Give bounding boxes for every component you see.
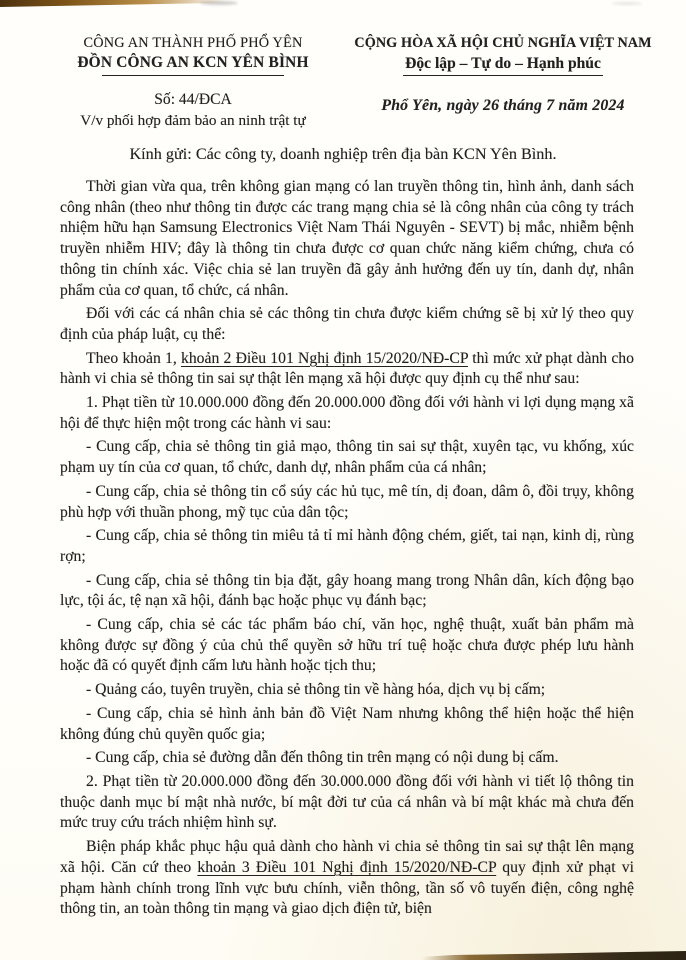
fine-item-1: 1. Phạt tiền từ 10.000.000 đồng đến 20.000.000 đồng đối với hành vi lợi dụng mạng xã hội để thực hiện một trong các hành vi sau:	[60, 394, 634, 432]
bullet-item: - Cung cấp, chia sẻ thông tin miêu tả tỉ mỉ hành động chém, giết, tai nạn, kinh dị, rùng rợn;	[60, 527, 634, 565]
national-header-block	[352, 35, 654, 130]
text-segment: quy định xử phạt vi phạm hành chính trong lĩnh vực bưu chính, viễn thông, tần số vô tuyến điện, công nghệ thông tin, an toàn thông tin mạng và giao dịch điện tử, biện	[60, 858, 634, 918]
salutation-line: Kính gửi: Các công ty, doanh nghiệp trên địa bàn KCN Yên Bình.	[129, 145, 557, 163]
document-body	[60, 177, 634, 920]
bullet-item: - Cung cấp, chia sẻ thông tin giả mạo, thông tin sai sự thật, xuyên tạc, vu khống, xúc phạm uy tín của cơ quan, tổ chức, danh dự, nhân phẩm của cá nhân;	[60, 438, 634, 477]
issuer-block	[34, 35, 352, 130]
document-header	[0, 0, 686, 130]
issuer-underline-rule	[102, 75, 284, 76]
paragraph-warning: Đối với các cá nhân chia sẻ các thông tin chưa được kiểm chứng sẽ bị xử lý theo quy định của pháp luật, cụ thể:	[60, 305, 634, 343]
bullet-item: - Quảng cáo, tuyên truyền, chia sẻ thông tin về hàng hóa, dịch vụ bị cấm;	[86, 681, 546, 699]
paragraph-remedy	[60, 837, 634, 920]
issuer-unit-name: ĐỒN CÔNG AN KCN YÊN BÌNH	[77, 54, 309, 71]
document-subject: V/v phối hợp đảm bảo an ninh trật tự	[80, 112, 306, 129]
document-number: Số: 44/ĐCA	[154, 91, 232, 108]
national-motto-underlined: Độc lập – Tự do – Hạnh phúc	[403, 55, 603, 76]
paragraph-intro: Thời gian vừa qua, trên không gian mạng có lan truyền thông tin, hình ảnh, danh sách công nhân (theo như thông tin được các trang mạng chia sẻ là công nhân của công ty trách nhiệm hữu hạn Samsung Electronics Việt Nam Thái Nguyên - SEVT) bị mắc, nhiễm bệnh truyền nhiễm HIV; đây là thông tin chưa được cơ quan chức năng kiểm chứng, chưa có thông tin chính xác. Việc chia sẻ lan truyền đã gây ảnh hưởng đến uy tín, danh dự, nhân phẩm của cơ quan, tổ chức, cá nhân.	[60, 178, 634, 299]
scan-smudge	[200, 1, 238, 5]
scan-artifact-bottom-edge	[422, 949, 686, 960]
national-title: CỘNG HÒA XÃ HỘI CHỦ NGHĨA VIỆT NAM	[354, 35, 652, 51]
paragraph-legal-basis	[60, 349, 634, 390]
legal-reference-clause3: khoản 3 Điều 101 Nghị định 15/2020/NĐ-CP	[197, 858, 497, 876]
text-segment: Biện pháp khắc phục hậu quả dành cho hành vi chia sẻ thông tin sai sự thật lên mạng xã hội. Căn cứ theo	[60, 838, 634, 876]
text-segment: thì mức xử phạt dành cho hành vi chia sẻ thông tin sai sự thật lên mạng xã hội được quy định cụ thể như sau:	[60, 349, 634, 388]
national-motto	[352, 55, 654, 76]
text-segment: Theo khoản 1,	[86, 349, 181, 367]
fine-item-2: 2. Phạt tiền từ 20.000.000 đồng đến 30.000.000 đồng đối với hành vi tiết lộ thông tin thuộc danh mục bí mật nhà nước, bí mật đời tư của cá nhân và bí mật khác mà chưa đến mức truy cứu trách nhiệm hình sự.	[60, 772, 634, 832]
scan-smudge	[612, 2, 642, 5]
bullet-item: - Cung cấp, chia sẻ đường dẫn đến thông tin trên mạng có nội dung bị cấm.	[86, 749, 559, 767]
bullet-item: - Cung cấp, chia sẻ hình ảnh bản đồ Việt Nam nhưng không thể hiện hoặc thể hiện không đúng chủ quyền quốc gia;	[60, 704, 634, 743]
legal-reference-clause2: khoản 2 Điều 101 Nghị định 15/2020/NĐ-CP	[180, 349, 468, 367]
bullet-item: - Cung cấp, chia sẻ thông tin bịa đặt, gây hoang mang trong Nhân dân, kích động bạo lực, tội ác, tệ nạn xã hội, đánh bạc hoặc phục vụ đánh bạc;	[60, 571, 634, 610]
bullet-item: - Cung cấp, chia sẻ các tác phẩm báo chí, văn học, nghệ thuật, xuất bản phẩm mà không được sự đồng ý của chủ thể quyền sở hữu trí tuệ hoặc chưa được phép lưu hành hoặc đã có quyết định cấm lưu hành hoặc tịch thu;	[60, 616, 634, 675]
place-and-date: Phổ Yên, ngày 26 tháng 7 năm 2024	[381, 97, 625, 114]
issuer-parent-agency: CÔNG AN THÀNH PHỐ PHỔ YÊN	[83, 35, 303, 51]
bullet-item: - Cung cấp, chia sẻ thông tin cổ súy các hủ tục, mê tín, dị đoan, dâm ô, đồi trụy, không phù hợp với thuần phong, mỹ tục của dân tộc;	[60, 482, 634, 521]
